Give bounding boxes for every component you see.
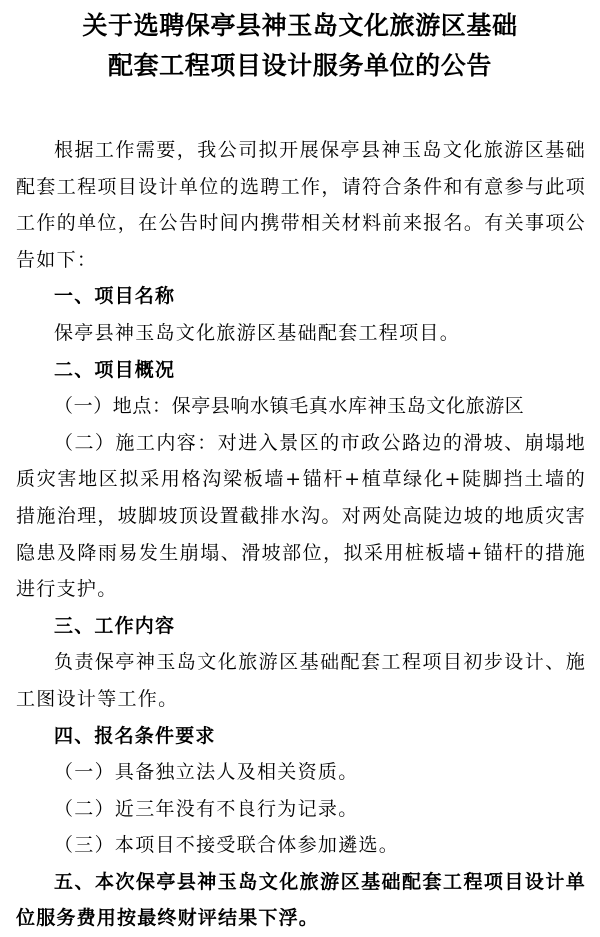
section-2-item-1: （一）地点：保亭县响水镇毛真水库神玉岛文化旅游区 [54,395,525,418]
document-title [0,6,600,86]
section-1-text: 保亭县神玉岛文化旅游区基础配套工程项目。 [54,321,461,344]
title-line-2: 配套工程项目设计服务单位的公告 [107,51,492,80]
title-line-1: 关于选聘保亭县神玉岛文化旅游区基础 [82,11,518,40]
intro-paragraph: 根据工作需要，我公司拟开展保亭县神玉岛文化旅游区基础配套工程项目设计单位的选聘工作，请符合条件和有意参与此项工作的单位，在公告时间内携带相关材料前来报名。有关事项公告如下： [16,139,586,271]
section-4-item-3: （三）本项目不接受联合体参加遴选。 [54,834,400,857]
section-3-text: 负责保亭神玉岛文化旅游区基础配套工程项目初步设计、施工图设计等工作。 [16,651,586,710]
section-4-item-1: （一）具备独立法人及相关资质。 [54,761,359,784]
section-2-heading: 二、项目概况 [54,358,176,381]
section-4-item-2: （二）近三年没有不良行为记录。 [54,797,359,820]
section-5-heading: 五、本次保亭县神玉岛文化旅游区基础配套工程项目设计单位服务费用按最终财评结果下浮。 [16,870,586,930]
section-3-heading: 三、工作内容 [54,614,176,637]
section-1-heading: 一、项目名称 [54,285,176,308]
document-body [0,132,600,937]
section-2-item-2: （二）施工内容：对进入景区的市政公路边的滑坡、崩塌地质灾害地区拟采用格沟梁板墙+锚杆+植草绿化+陡脚挡土墙的措施治理，坡脚坡顶设置截排水沟。对两处高陡边坡的地质灾害隐患及降雨易发生崩塌、滑坡部位，拟采用桩板墙+锚杆的措施进行支护。 [16,431,586,601]
section-4-heading: 四、报名条件要求 [54,724,216,747]
